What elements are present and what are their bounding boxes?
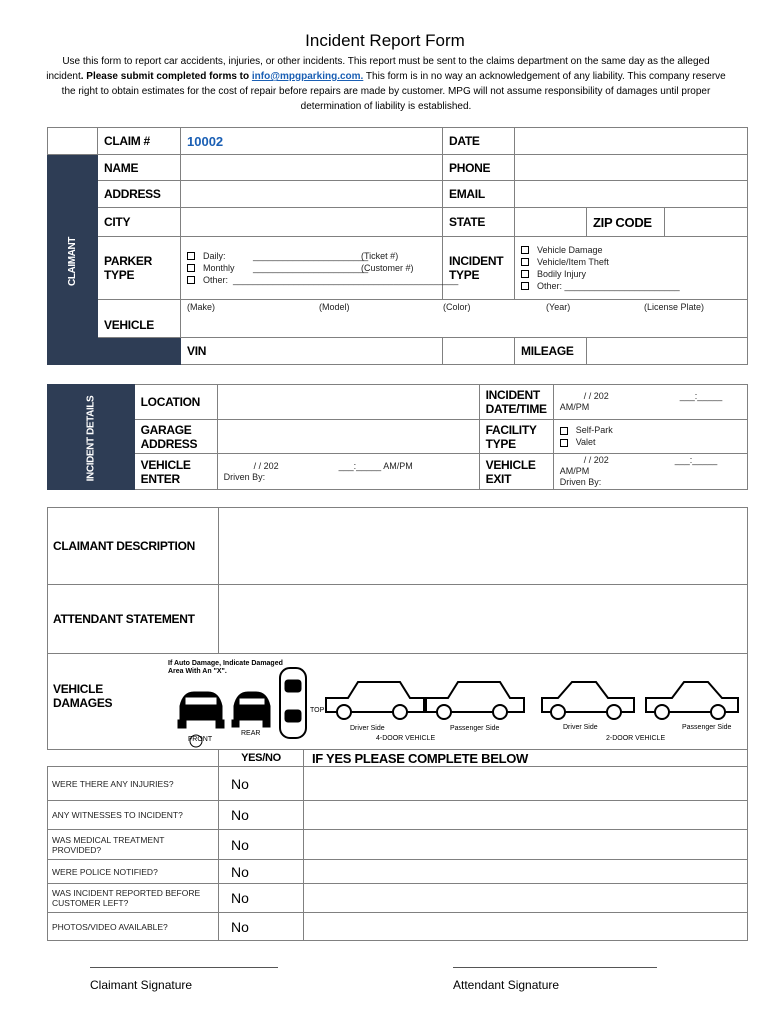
vehicle-exit-label: VEHICLE EXIT — [479, 454, 553, 490]
detail-medical[interactable] — [304, 830, 748, 860]
facility-option-self-park[interactable]: Self-Park — [560, 425, 741, 437]
parker-option-other[interactable]: Other: _____________________________________________ — [187, 274, 436, 286]
front-label: FRONT — [188, 736, 213, 743]
detail-witnesses[interactable] — [304, 801, 748, 830]
attendant-statement-label: ATTENDANT STATEMENT — [48, 585, 219, 654]
mileage-label: MILEAGE — [515, 338, 587, 365]
date-label: DATE — [443, 128, 515, 155]
incident-type-options — [515, 237, 748, 300]
mileage-field[interactable] — [587, 338, 748, 365]
detail-police[interactable] — [304, 860, 748, 884]
question-reported: WAS INCIDENT REPORTED BEFORE CUSTOMER LEFT? — [48, 884, 219, 913]
four-door-label: 4-DOOR VEHICLE — [376, 735, 436, 742]
vin-field[interactable] — [443, 338, 515, 365]
incident-option-damage[interactable]: Vehicle Damage — [521, 244, 741, 256]
intro-text: Use this form to report car accidents, injuries, or other incidents. This report must be sent to the claims department on the same day as the alleged incident. Please submit completed forms to info@mpgparking.com. This form is in no way an acknowledgement of any liability. This company reserve the right to obtain estimates for the cost of repair before repairs are made by customer. MPG will not assume responsibility of damages until proper determination of liability is established. — [46, 56, 726, 112]
facility-type-options — [553, 420, 747, 454]
detail-photos[interactable] — [304, 913, 748, 941]
zip-label: ZIP CODE — [587, 208, 665, 237]
claimant-table — [47, 127, 748, 365]
garage-address-field[interactable] — [217, 420, 479, 454]
state-field[interactable] — [515, 208, 587, 237]
vehicle-enter-field[interactable]: / / 202 ___:_____ AM/PM Driven By: — [217, 454, 479, 490]
name-label: NAME — [98, 155, 181, 181]
claim-label: CLAIM # — [98, 128, 181, 155]
signature-line — [90, 967, 278, 968]
yesno-header: YES/NO — [219, 750, 304, 767]
parker-type-label: PARKER TYPE — [98, 237, 181, 300]
answer-reported[interactable]: No — [219, 884, 304, 913]
attendant-signature[interactable] — [453, 967, 657, 992]
parker-option-daily[interactable]: Daily: _______________________ (Ticket #) — [187, 250, 436, 262]
name-field[interactable] — [181, 155, 443, 181]
statements-table — [47, 507, 748, 941]
claimant-description-field[interactable] — [219, 508, 748, 585]
date-field[interactable] — [515, 128, 748, 155]
zip-field[interactable] — [665, 208, 748, 237]
passenger-side-2-label: Passenger Side — [682, 724, 732, 731]
damage-instruction: If Auto Damage, Indicate Damaged Area With An "X". — [168, 660, 283, 675]
city-label: CITY — [98, 208, 181, 237]
incident-datetime-field[interactable]: / / 202 ___:_____ AM/PM — [553, 385, 747, 420]
garage-address-label: GARAGE ADDRESS — [134, 420, 217, 454]
state-label: STATE — [443, 208, 515, 237]
complete-below-header: IF YES PLEASE COMPLETE BELOW — [304, 750, 748, 767]
vin-label: VIN — [181, 338, 443, 365]
top-label: TOP — [310, 707, 325, 714]
question-injuries: WERE THERE ANY INJURIES? — [48, 767, 219, 801]
phone-field[interactable] — [515, 155, 748, 181]
detail-injuries[interactable] — [304, 767, 748, 801]
checkbox[interactable] — [187, 264, 195, 272]
vehicle-diagram[interactable] — [48, 654, 748, 750]
location-label: LOCATION — [134, 385, 217, 420]
email-label: EMAIL — [443, 181, 515, 208]
checkbox[interactable] — [187, 276, 195, 284]
vehicle-exit-field[interactable]: / / 202 ___:_____ AM/PM Driven By: — [553, 454, 747, 490]
vehicle-damages-row — [48, 654, 748, 750]
incident-section-label: INCIDENT DETAILS — [48, 385, 135, 490]
answer-injuries[interactable]: No — [219, 767, 304, 801]
incident-option-theft[interactable]: Vehicle/Item Theft — [521, 256, 741, 268]
driver-side-2-label: Driver Side — [563, 724, 598, 731]
answer-photos[interactable]: No — [219, 913, 304, 941]
address-field[interactable] — [181, 181, 443, 208]
claimant-section-label: CLAIMANT — [48, 155, 98, 365]
claim-number[interactable]: 10002 — [181, 128, 443, 155]
checkbox[interactable] — [187, 252, 195, 260]
email-link[interactable]: info@mpgparking.com. — [251, 71, 364, 82]
parker-option-monthly[interactable]: Monthly _______________________ (Customer #) — [187, 262, 436, 274]
claimant-signature[interactable] — [90, 967, 278, 992]
detail-reported[interactable] — [304, 884, 748, 913]
question-medical: WAS MEDICAL TREATMENT PROVIDED? — [48, 830, 219, 860]
driver-side-label: Driver Side — [350, 725, 385, 732]
facility-option-valet[interactable]: Valet — [560, 437, 741, 449]
form-title: Incident Report Form — [305, 31, 465, 50]
signature-line — [453, 967, 657, 968]
incident-option-other[interactable]: Other: _______________________ — [521, 280, 741, 292]
question-photos: PHOTOS/VIDEO AVAILABLE? — [48, 913, 219, 941]
incident-option-injury[interactable]: Bodily Injury — [521, 268, 741, 280]
location-field[interactable] — [217, 385, 479, 420]
answer-medical[interactable]: No — [219, 830, 304, 860]
incident-datetime-label: INCIDENT DATE/TIME — [479, 385, 553, 420]
attendant-statement-field[interactable] — [219, 585, 748, 654]
passenger-side-label: Passenger Side — [450, 725, 500, 732]
two-door-label: 2-DOOR VEHICLE — [606, 735, 666, 742]
vehicle-field[interactable]: (Make) (Model) (Color) (Year) (License Plate) — [181, 300, 748, 338]
email-field[interactable] — [515, 181, 748, 208]
facility-type-label: FACILITY TYPE — [479, 420, 553, 454]
claimant-description-label: CLAIMANT DESCRIPTION — [48, 508, 219, 585]
parker-type-options — [181, 237, 459, 300]
incident-type-label: INCIDENT TYPE — [443, 237, 515, 300]
claimant-signature-label: Claimant Signature — [90, 978, 193, 992]
incident-details-table — [47, 384, 748, 490]
vehicle-damages-label: VEHICLE DAMAGES — [53, 682, 113, 710]
vehicle-enter-label: VEHICLE ENTER — [134, 454, 217, 490]
vehicle-label: VEHICLE — [98, 300, 181, 338]
question-police: WERE POLICE NOTIFIED? — [48, 860, 219, 884]
phone-label: PHONE — [443, 155, 515, 181]
question-witnesses: ANY WITNESSES TO INCIDENT? — [48, 801, 219, 830]
answer-police[interactable]: No — [219, 860, 304, 884]
city-field[interactable] — [181, 208, 443, 237]
address-label: ADDRESS — [98, 181, 181, 208]
answer-witnesses[interactable]: No — [219, 801, 304, 830]
rear-label: REAR — [241, 730, 261, 737]
attendant-signature-label: Attendant Signature — [453, 978, 560, 992]
